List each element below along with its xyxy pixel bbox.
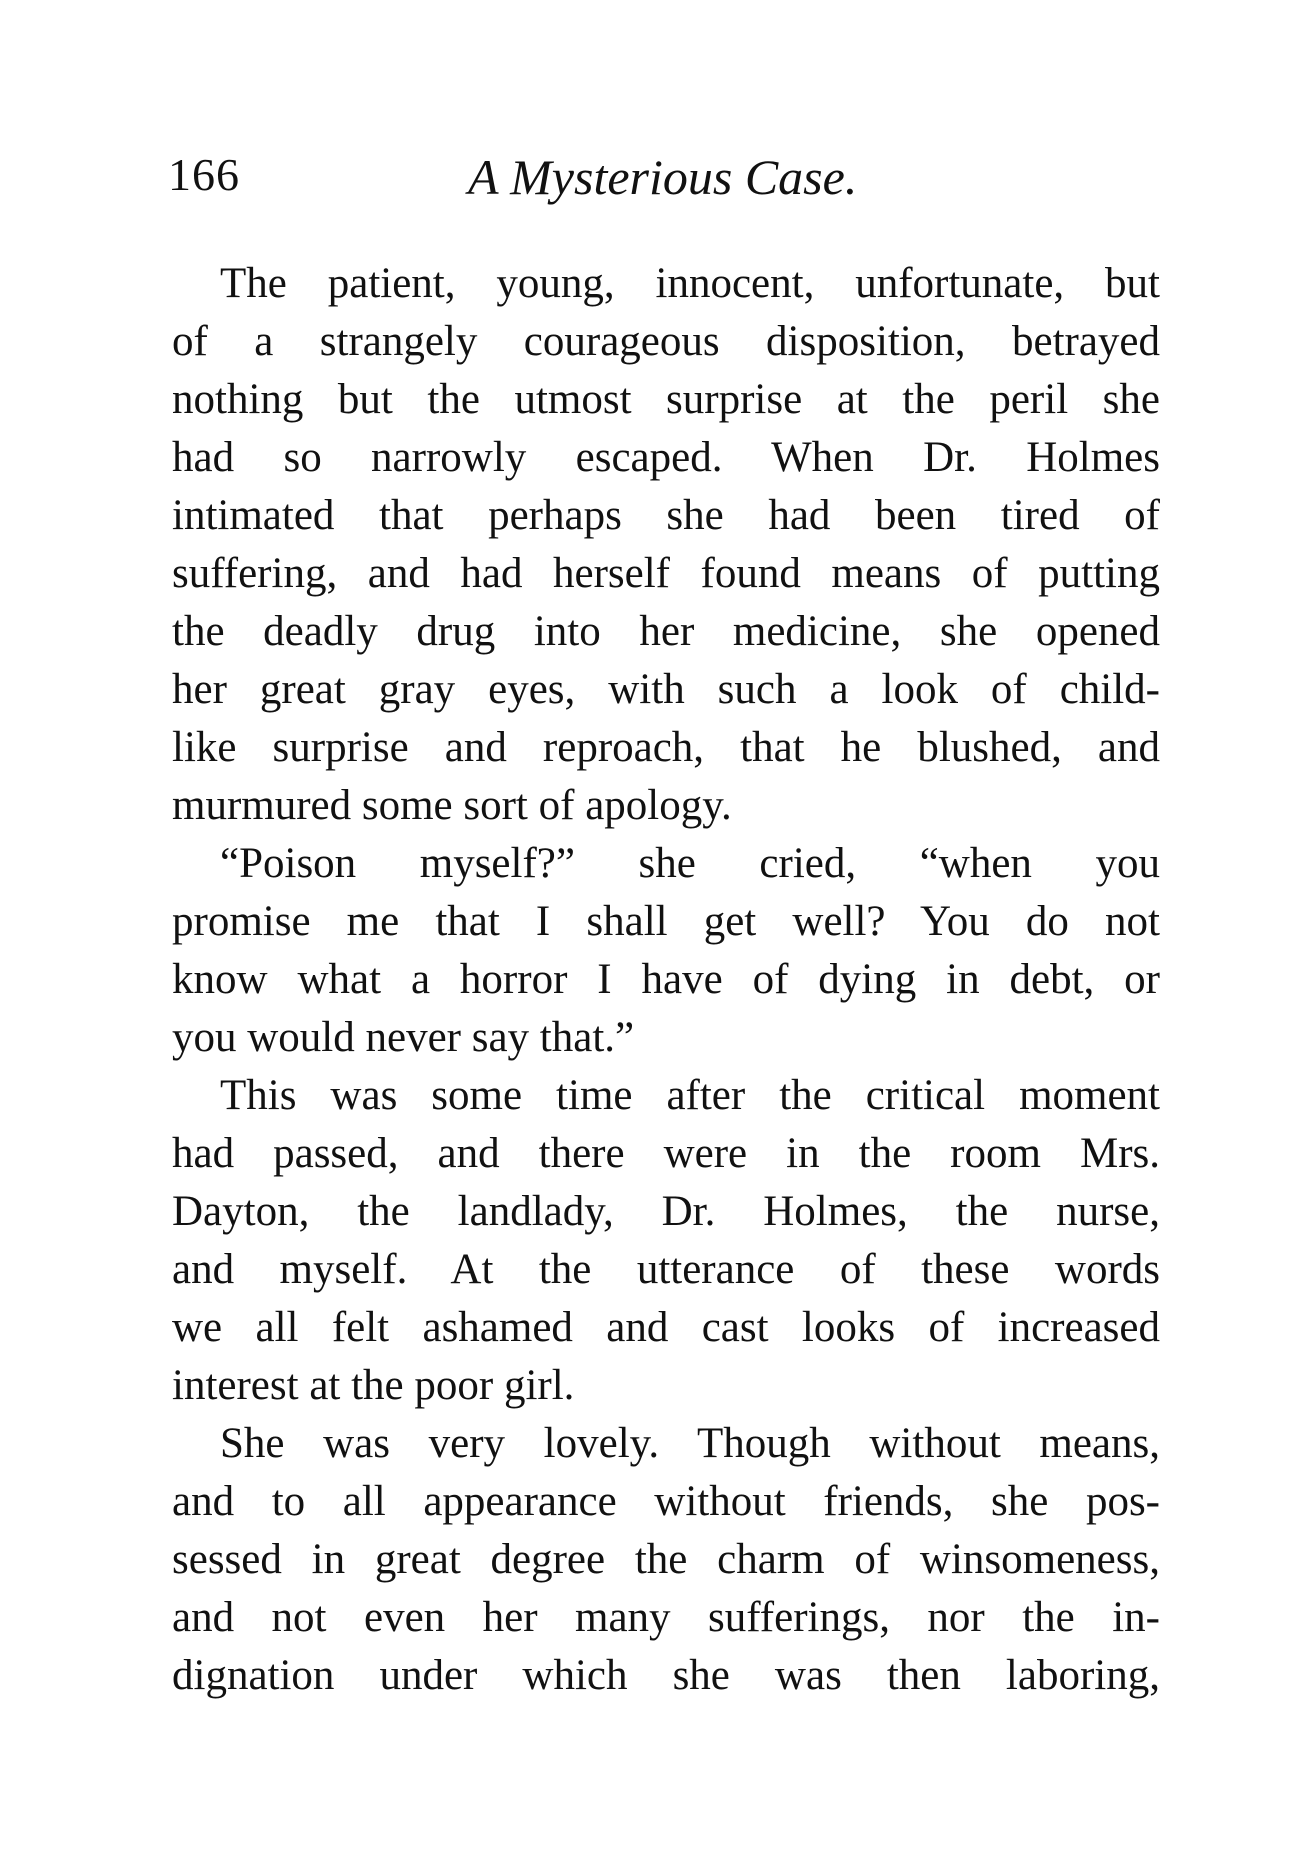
text-line: of a strangely courageous disposition, betrayed — [172, 318, 1160, 365]
text-line: sessed in great degree the charm of winsomeness, — [172, 1536, 1160, 1583]
body-text — [172, 255, 1160, 1705]
text-line: her great gray eyes, with such a look of child- — [172, 666, 1160, 713]
text-line: suffering, and had herself found means of putting — [172, 550, 1160, 597]
text-line: “Poison myself?” she cried, “when you — [220, 840, 1160, 887]
text-line: had so narrowly escaped. When Dr. Holmes — [172, 434, 1160, 481]
text-line: She was very lovely. Though without means, — [220, 1420, 1160, 1467]
text-line: had passed, and there were in the room Mrs. — [172, 1130, 1160, 1177]
text-line: the deadly drug into her medicine, she opened — [172, 608, 1160, 655]
text-line: and not even her many sufferings, nor the in- — [172, 1594, 1160, 1641]
text-line: interest at the poor girl. — [172, 1362, 575, 1409]
text-line: and to all appearance without friends, she pos- — [172, 1478, 1160, 1525]
text-line: murmured some sort of apology. — [172, 782, 732, 829]
text-line: you would never say that.” — [172, 1014, 635, 1061]
text-line: promise me that I shall get well? You do not — [172, 898, 1160, 945]
text-line: we all felt ashamed and cast looks of increased — [172, 1304, 1160, 1351]
running-title: A Mysterious Case. — [468, 149, 858, 205]
text-line: dignation under which she was then laboring, — [172, 1652, 1160, 1699]
text-line: This was some time after the critical moment — [220, 1072, 1160, 1119]
text-line: nothing but the utmost surprise at the peril she — [172, 376, 1160, 423]
page-number: 166 — [168, 149, 240, 200]
text-line: Dayton, the landlady, Dr. Holmes, the nurse, — [172, 1188, 1160, 1235]
text-line: and myself. At the utterance of these words — [172, 1246, 1160, 1293]
text-line: The patient, young, innocent, unfortunate, but — [220, 260, 1160, 307]
text-line: know what a horror I have of dying in debt, or — [172, 956, 1160, 1003]
running-head — [168, 148, 1158, 220]
text-line: like surprise and reproach, that he blushed, and — [172, 724, 1160, 771]
text-line: intimated that perhaps she had been tired of — [172, 492, 1160, 539]
